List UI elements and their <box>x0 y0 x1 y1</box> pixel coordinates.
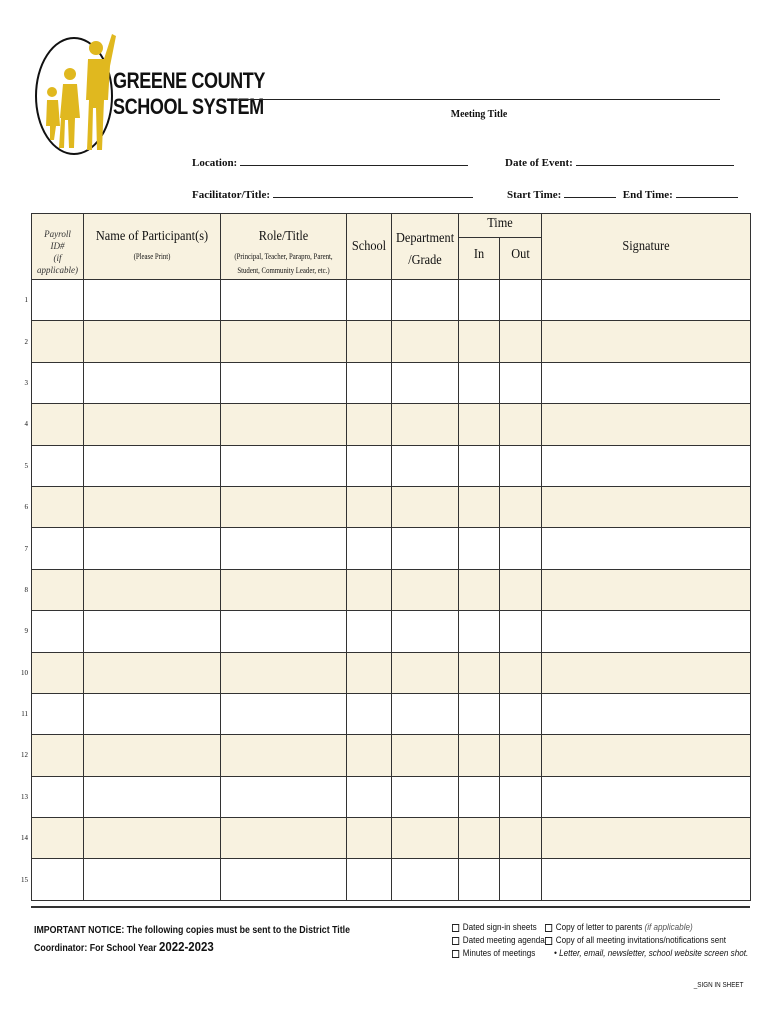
checklist-item-label: Minutes of meetings <box>462 948 536 958</box>
role-cell[interactable] <box>221 528 347 569</box>
name-cell[interactable] <box>84 404 221 445</box>
table-row <box>32 362 751 403</box>
role-cell[interactable] <box>221 280 347 321</box>
time-in-cell[interactable] <box>459 404 500 445</box>
payroll-cell[interactable] <box>21 652 84 693</box>
time-fields[interactable] <box>507 188 738 201</box>
role-cell[interactable] <box>221 569 347 610</box>
row-number: 5 <box>24 461 28 470</box>
table-row <box>32 859 751 900</box>
school-year: 2022-2023 <box>159 939 214 954</box>
checklist-item[interactable] <box>452 921 545 934</box>
department-cell[interactable] <box>392 776 459 817</box>
name-cell[interactable] <box>84 362 221 403</box>
time-in-header <box>459 238 500 280</box>
name-cell[interactable] <box>84 818 221 859</box>
location-input-line[interactable] <box>240 156 468 166</box>
location-field[interactable] <box>192 156 468 169</box>
time-in-cell[interactable] <box>459 486 500 527</box>
signature-cell[interactable] <box>542 693 751 734</box>
time-in-cell[interactable] <box>459 859 500 900</box>
department-cell[interactable] <box>392 693 459 734</box>
school-cell[interactable] <box>347 818 392 859</box>
table-row <box>32 404 751 445</box>
time-out-cell[interactable] <box>500 693 542 734</box>
time-in-cell[interactable] <box>459 280 500 321</box>
signature-cell[interactable] <box>542 280 751 321</box>
time-out-header <box>500 238 542 280</box>
table-row <box>32 321 751 362</box>
end-time-label: End Time: <box>622 189 673 201</box>
school-cell[interactable] <box>347 776 392 817</box>
name-cell[interactable] <box>84 652 221 693</box>
name-cell[interactable] <box>84 611 221 652</box>
time-in-cell[interactable] <box>459 693 500 734</box>
sign-in-table <box>21 213 751 901</box>
school-cell[interactable] <box>347 735 392 776</box>
payroll-cell[interactable] <box>21 859 84 900</box>
row-number: 7 <box>24 544 28 553</box>
name-cell[interactable] <box>84 735 221 776</box>
row-number: 15 <box>21 875 28 884</box>
checklist-item[interactable] <box>545 934 748 947</box>
time-in-cell[interactable] <box>459 735 500 776</box>
role-cell[interactable] <box>221 735 347 776</box>
facilitator-input-line[interactable] <box>273 188 473 198</box>
row-number: 9 <box>24 627 28 636</box>
notice-line-2: Coordinator: For School Year <box>34 943 157 954</box>
department-cell[interactable] <box>392 735 459 776</box>
name-cell[interactable] <box>84 693 221 734</box>
checklist-item-note: (if applicable) <box>644 922 693 932</box>
department-cell[interactable] <box>392 445 459 486</box>
end-time-input-line[interactable] <box>676 188 738 198</box>
logo-line-2: SCHOOL SYSTEM <box>113 94 264 119</box>
time-out-cell[interactable] <box>500 776 542 817</box>
role-cell[interactable] <box>221 486 347 527</box>
table-row <box>32 528 751 569</box>
time-in-cell[interactable] <box>459 528 500 569</box>
payroll-header-line-1: Payroll <box>44 229 71 239</box>
department-header-line-1: Department <box>395 231 455 246</box>
table-row <box>32 280 751 321</box>
department-cell[interactable] <box>392 652 459 693</box>
row-number: 6 <box>24 503 28 512</box>
row-number: 12 <box>21 751 28 760</box>
signature-cell[interactable] <box>542 735 751 776</box>
school-cell[interactable] <box>347 486 392 527</box>
footer-label: _SIGN IN SHEET <box>693 982 744 989</box>
department-cell[interactable] <box>392 818 459 859</box>
name-header <box>84 214 221 280</box>
school-cell[interactable] <box>347 528 392 569</box>
location-label: Location: <box>192 157 238 169</box>
time-header <box>459 214 542 238</box>
checklist-item-label: Copy of all meeting invitations/notifications sent <box>555 935 726 945</box>
time-out-cell[interactable] <box>500 735 542 776</box>
department-header-line-2: /Grade <box>408 253 442 268</box>
row-number: 1 <box>24 296 28 305</box>
role-header-label: Role/Title <box>258 229 309 244</box>
payroll-cell[interactable] <box>24 445 84 486</box>
signature-header <box>542 214 751 280</box>
start-time-input-line[interactable] <box>564 188 616 198</box>
payroll-cell[interactable] <box>24 486 84 527</box>
role-header-sub: (Principal, Teacher, Parapro, Parent, Student, Community Leader, etc.) <box>234 252 333 275</box>
row-number: 8 <box>24 585 28 594</box>
department-cell[interactable] <box>392 569 459 610</box>
checklist-bullet-text: Letter, email, newsletter, school website screen shot. <box>559 948 749 958</box>
table-row <box>32 611 751 652</box>
name-cell[interactable] <box>84 776 221 817</box>
date-field[interactable] <box>505 156 734 169</box>
checklist-item[interactable] <box>452 947 545 960</box>
signature-cell[interactable] <box>542 362 751 403</box>
time-out-cell[interactable] <box>500 528 542 569</box>
department-cell[interactable] <box>392 321 459 362</box>
signature-cell[interactable] <box>542 859 751 900</box>
meeting-title-label: Meeting Title <box>450 108 508 120</box>
role-cell[interactable] <box>221 652 347 693</box>
time-in-cell[interactable] <box>459 611 500 652</box>
table-row <box>32 569 751 610</box>
department-cell[interactable] <box>392 859 459 900</box>
school-cell[interactable] <box>347 859 392 900</box>
role-cell[interactable] <box>221 818 347 859</box>
payroll-header-line-2: ID# <box>50 241 65 251</box>
payroll-cell[interactable] <box>24 321 84 362</box>
school-cell[interactable] <box>347 611 392 652</box>
signature-cell[interactable] <box>542 321 751 362</box>
logo-line-1: GREENE COUNTY <box>113 68 266 93</box>
signature-cell[interactable] <box>542 611 751 652</box>
checklist-left <box>452 921 545 960</box>
role-cell[interactable] <box>221 404 347 445</box>
time-in-cell[interactable] <box>459 652 500 693</box>
signature-cell[interactable] <box>542 569 751 610</box>
name-cell[interactable] <box>84 528 221 569</box>
time-out-label: Out <box>511 247 530 262</box>
table-row <box>32 693 751 734</box>
payroll-cell[interactable] <box>21 735 84 776</box>
time-out-cell[interactable] <box>500 569 542 610</box>
signature-cell[interactable] <box>542 445 751 486</box>
payroll-header-line-3: (if applicable) <box>37 253 78 275</box>
time-in-cell[interactable] <box>459 569 500 610</box>
school-cell[interactable] <box>347 362 392 403</box>
department-cell[interactable] <box>392 280 459 321</box>
department-header <box>392 214 459 280</box>
row-number: 11 <box>21 710 28 719</box>
role-cell[interactable] <box>221 611 347 652</box>
table-row <box>32 735 751 776</box>
name-cell[interactable] <box>84 859 221 900</box>
time-out-cell[interactable] <box>500 362 542 403</box>
row-number: 13 <box>21 792 28 801</box>
time-out-cell[interactable] <box>500 404 542 445</box>
payroll-cell[interactable] <box>24 404 84 445</box>
meeting-title-line[interactable] <box>238 99 720 100</box>
role-cell[interactable] <box>221 693 347 734</box>
role-cell[interactable] <box>221 362 347 403</box>
role-cell[interactable] <box>221 321 347 362</box>
time-in-cell[interactable] <box>459 321 500 362</box>
time-out-cell[interactable] <box>500 486 542 527</box>
time-header-label: Time <box>487 216 513 231</box>
time-in-cell[interactable] <box>459 362 500 403</box>
department-cell[interactable] <box>392 404 459 445</box>
checklist-right <box>545 921 748 960</box>
checklist-item-label: Dated sign-in sheets <box>462 922 537 932</box>
name-cell[interactable] <box>84 280 221 321</box>
checkbox[interactable] <box>545 924 552 932</box>
notice-line-1: IMPORTANT NOTICE: The following copies must be sent to the District Title <box>34 925 351 936</box>
table-bottom-rule <box>31 906 750 908</box>
name-cell[interactable] <box>84 569 221 610</box>
time-out-cell[interactable] <box>500 611 542 652</box>
checkbox[interactable] <box>545 937 552 945</box>
checkbox[interactable] <box>452 950 459 958</box>
time-out-cell[interactable] <box>500 321 542 362</box>
name-header-sub: (Please Print) <box>133 252 171 261</box>
role-cell[interactable] <box>221 445 347 486</box>
row-number: 3 <box>24 378 28 387</box>
payroll-cell[interactable] <box>24 528 84 569</box>
time-out-cell[interactable] <box>500 652 542 693</box>
payroll-cell[interactable] <box>24 362 84 403</box>
signature-cell[interactable] <box>542 486 751 527</box>
date-input-line[interactable] <box>576 156 734 166</box>
bullet-icon: • <box>554 948 557 958</box>
time-out-cell[interactable] <box>500 445 542 486</box>
school-header-label: School <box>351 239 387 254</box>
row-number: 10 <box>21 668 28 677</box>
facilitator-label: Facilitator/Title: <box>192 189 270 201</box>
time-in-cell[interactable] <box>459 818 500 859</box>
school-cell[interactable] <box>347 693 392 734</box>
time-out-cell[interactable] <box>500 859 542 900</box>
table-row <box>32 818 751 859</box>
time-in-cell[interactable] <box>459 445 500 486</box>
payroll-header <box>32 214 84 280</box>
payroll-cell[interactable] <box>21 818 84 859</box>
department-cell[interactable] <box>392 611 459 652</box>
school-cell[interactable] <box>347 321 392 362</box>
payroll-cell[interactable] <box>21 776 84 817</box>
checkbox[interactable] <box>452 924 459 932</box>
row-number: 4 <box>24 420 28 429</box>
table-row <box>32 776 751 817</box>
row-number: 2 <box>24 337 28 346</box>
start-time-label: Start Time: <box>507 189 562 201</box>
payroll-cell[interactable] <box>24 280 84 321</box>
row-number: 14 <box>21 834 28 843</box>
payroll-cell[interactable] <box>21 693 84 734</box>
role-cell[interactable] <box>221 859 347 900</box>
role-cell[interactable] <box>221 776 347 817</box>
time-out-cell[interactable] <box>500 818 542 859</box>
name-cell[interactable] <box>84 321 221 362</box>
signature-cell[interactable] <box>542 652 751 693</box>
table-row <box>32 652 751 693</box>
checklist-item-label: Copy of letter to parents <box>555 922 643 932</box>
important-notice <box>34 923 350 957</box>
school-cell[interactable] <box>347 280 392 321</box>
name-cell[interactable] <box>84 486 221 527</box>
table-row <box>32 445 751 486</box>
department-cell[interactable] <box>392 486 459 527</box>
time-in-cell[interactable] <box>459 776 500 817</box>
checklist-item[interactable] <box>545 921 748 934</box>
signature-cell[interactable] <box>542 528 751 569</box>
name-cell[interactable] <box>84 445 221 486</box>
school-cell[interactable] <box>347 652 392 693</box>
facilitator-field[interactable] <box>192 188 473 201</box>
role-header <box>221 214 347 280</box>
checklist-bullet <box>545 947 748 960</box>
signature-cell[interactable] <box>542 404 751 445</box>
school-cell[interactable] <box>347 445 392 486</box>
school-cell[interactable] <box>347 569 392 610</box>
checklist-item-label: Dated meeting agenda <box>462 935 545 945</box>
department-cell[interactable] <box>392 362 459 403</box>
time-in-label: In <box>473 247 485 262</box>
time-out-cell[interactable] <box>500 280 542 321</box>
signature-cell[interactable] <box>542 818 751 859</box>
department-cell[interactable] <box>392 528 459 569</box>
signature-header-label: Signature <box>622 239 670 254</box>
table-row <box>32 486 751 527</box>
school-header <box>347 214 392 280</box>
checklist-item[interactable] <box>452 934 545 947</box>
payroll-cell[interactable] <box>24 611 84 652</box>
payroll-cell[interactable] <box>24 569 84 610</box>
name-header-label: Name of Participant(s) <box>95 229 209 244</box>
school-cell[interactable] <box>347 404 392 445</box>
checkbox[interactable] <box>452 937 459 945</box>
date-label: Date of Event: <box>505 157 573 169</box>
signature-cell[interactable] <box>542 776 751 817</box>
